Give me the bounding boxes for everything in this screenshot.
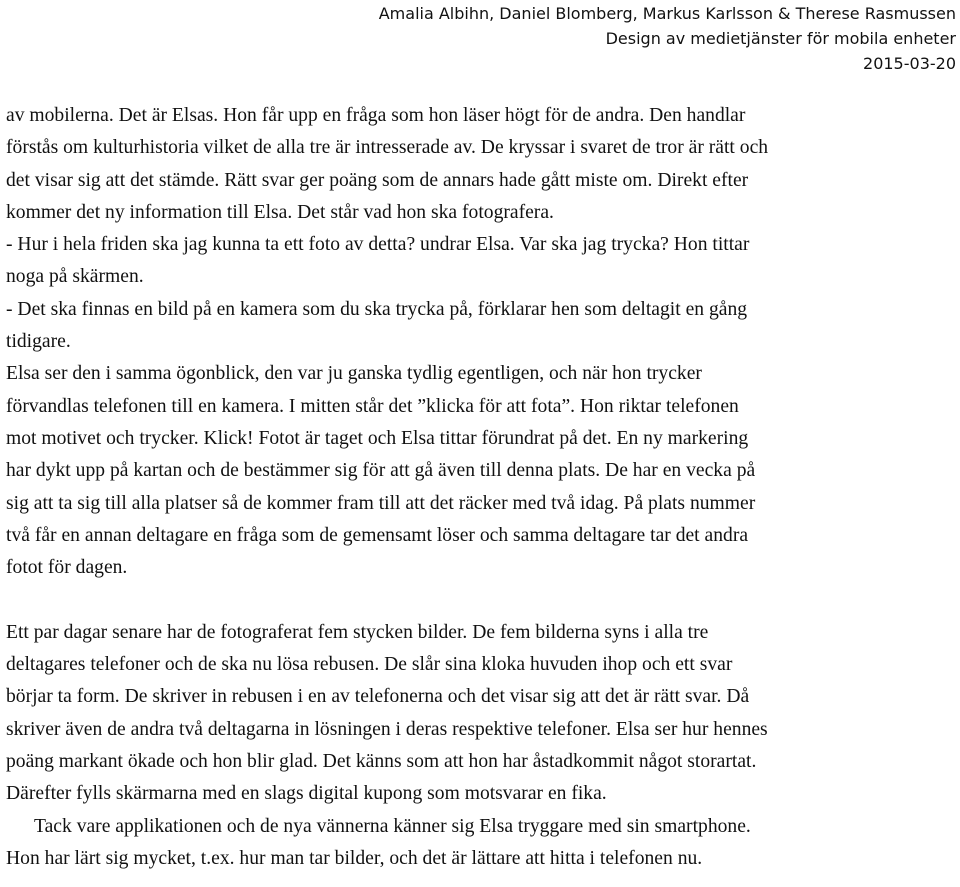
text-line: har dykt upp på kartan och de bestämmer sig för att gå även till denna plats. De har en vecka på xyxy=(6,460,756,482)
text-line: av mobilerna. Det är Elsas. Hon får upp en fråga som hon läser högt för de andra. Den handlar xyxy=(6,105,746,126)
text-line: förvandlas telefonen till en kamera. I mitten står det ”klicka för att fota”. Hon riktar telefonen xyxy=(6,395,739,417)
text-line: - Det ska finnas en bild på en kamera som du ska trycka på, förklarar hen som deltagit en gång xyxy=(6,298,748,320)
header-authors: Amalia Albihn, Daniel Blomberg, Markus Karlsson & Therese Rasmussen xyxy=(378,4,956,23)
text-line: poäng markant ökade och hon blir glad. Det känns som att hon har åstadkommit något storartat. xyxy=(6,750,757,772)
text-line: det visar sig att det stämde. Rätt svar ger poäng som de annars hade gått miste om. Direkt efter xyxy=(6,169,749,191)
page-header xyxy=(379,0,956,76)
body-text xyxy=(6,100,956,875)
text-line: Därefter fylls skärmarna med en slags digital kupong som motsvarar en fika. xyxy=(6,783,607,805)
paragraph-gap xyxy=(6,584,956,616)
text-line: Tack vare applikationen och de nya vännerna känner sig Elsa tryggare med sin smartphone. xyxy=(34,815,751,837)
text-line: sig att ta sig till alla platser så de kommer fram till att det räcker med två idag. På plats nummer xyxy=(6,492,756,514)
text-line: skriver även de andra två deltagarna in lösningen i deras respektive telefoner. Elsa ser hur hennes xyxy=(6,718,768,740)
text-line: mot motivet och trycker. Klick! Fotot är taget och Elsa tittar förundrat på det. En ny markering xyxy=(6,427,749,449)
text-line: två får en annan deltagare en fråga som de gemensamt löser och samma deltagare tar det andra xyxy=(6,524,749,546)
text-line: deltagares telefoner och de ska nu lösa rebusen. De slår sina kloka huvuden ihop och ett svar xyxy=(6,654,733,676)
header-title: Design av medietjänster för mobila enheter xyxy=(605,29,956,48)
text-line: börjar ta form. De skriver in rebusen i en av telefonerna och det visar sig att det är rätt svar. Då xyxy=(6,686,750,708)
text-line: fotot för dagen. xyxy=(6,557,128,579)
text-line: tidigare. xyxy=(6,331,71,353)
text-line: Elsa ser den i samma ögonblick, den var ju ganska tydlig egentligen, och när hon trycker xyxy=(6,363,702,385)
text-line: - Hur i hela friden ska jag kunna ta ett foto av detta? undrar Elsa. Var ska jag trycka? Hon tittar xyxy=(6,234,750,256)
text-line: kommer det ny information till Elsa. Det står vad hon ska fotografera. xyxy=(6,201,554,223)
text-line: Ett par dagar senare har de fotograferat fem stycken bilder. De fem bilderna syns i alla tre xyxy=(6,621,709,643)
header-date: 2015-03-20 xyxy=(863,54,956,73)
text-line: noga på skärmen. xyxy=(6,266,144,288)
text-line: förstås om kulturhistoria vilket de alla tre är intresserade av. De kryssar i svaret de tror är rätt och xyxy=(6,137,769,159)
text-line: Hon har lärt sig mycket, t.ex. hur man tar bilder, och det är lättare att hitta i telefonen nu. xyxy=(6,847,703,869)
